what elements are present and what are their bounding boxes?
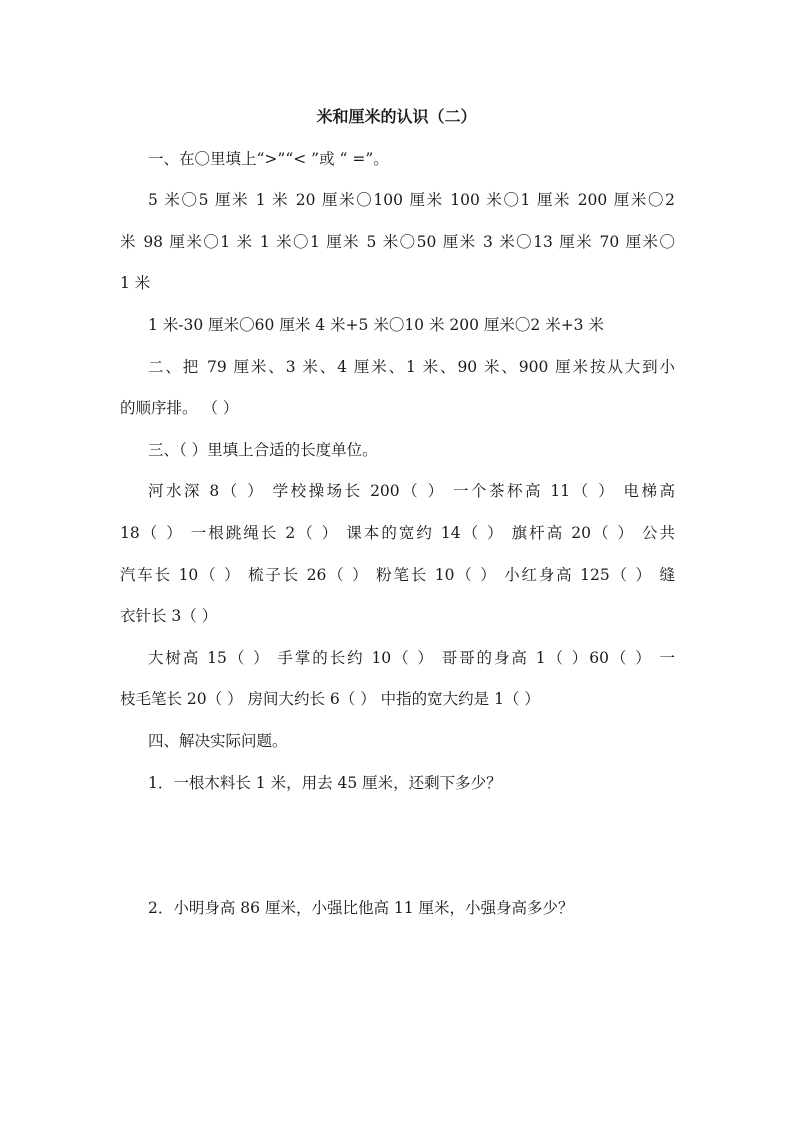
section3-line: 18（ ） 一根跳绳长 2（ ） 课本的宽约 14（ ） 旗杆高 20（ ） 公共 — [120, 524, 675, 542]
section1-line: 米 98 厘米〇1 米 1 米〇1 厘米 5 米〇50 厘米 3 米〇13 厘米 70 厘米〇 — [120, 233, 675, 251]
section3-line: 衣针长 3（ ） — [120, 607, 218, 625]
section3-line: 枝毛笔长 20（ ） 房间大约长 6（ ） 中指的宽大约是 1（ ） — [120, 690, 540, 708]
section3-line: 河水深 8（ ） 学校操场长 200（ ） 一个茶杯高 11（ ） 电梯高 — [148, 482, 675, 500]
section1-heading: 一、在〇里填上“>”“< ”或 “ =”。 — [148, 150, 389, 168]
question-2: 2．小明身高 86 厘米，小强比他高 11 厘米，小强身高多少？ — [148, 899, 574, 917]
section3-heading: 三、（ ）里填上合适的长度单位。 — [148, 441, 378, 459]
section4-heading: 四、解决实际问题。 — [148, 732, 288, 750]
section2-heading: 二、把 79 厘米、3 米、4 厘米、1 米、90 米、900 厘米按从大到小 — [148, 358, 675, 376]
page-title: 米和厘米的认识（二） — [316, 107, 477, 126]
section3-line: 汽车长 10（ ） 梳子长 26（ ） 粉笔长 10（ ） 小红身高 125（ ） 缝 — [120, 566, 675, 584]
section1-line: 1 米-30 厘米〇60 厘米 4 米+5 米〇10 米 200 厘米〇2 米+3 米 — [148, 316, 604, 334]
section2-line: 的顺序排。 （ ） — [120, 399, 239, 417]
section1-line: 5 米〇5 厘米 1 米 20 厘米〇100 厘米 100 米〇1 厘米 200 厘米〇2 — [148, 191, 675, 209]
section1-line: 1 米 — [120, 274, 151, 292]
question-1: 1．一根木料长 1 米，用去 45 厘米，还剩下多少？ — [148, 774, 502, 792]
section3-line: 大树高 15（ ） 手掌的长约 10（ ） 哥哥的身高 1（ ）60（ ） 一 — [148, 649, 675, 667]
